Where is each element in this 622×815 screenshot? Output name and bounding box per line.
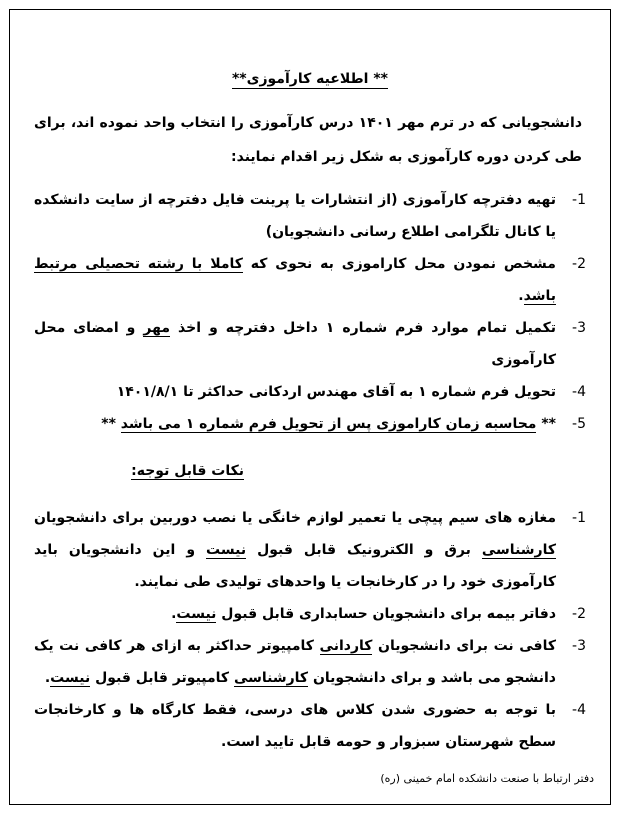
step-text: مشخص نمودن محل کاراموزی به نحوی که <box>242 256 556 272</box>
step-text: . <box>518 288 524 304</box>
note-text: . <box>44 670 51 686</box>
note-text: و این دانشجویان باید کارآموزی خود را در کارخانجات یا واحدهای تولیدی طی نمایند. <box>34 542 556 590</box>
underlined-text: مهر <box>143 320 171 336</box>
note-text: . <box>171 606 177 622</box>
step-number: -5 <box>572 416 586 432</box>
underlined-text: کارشناسی <box>233 670 309 686</box>
note-number: -1 <box>572 510 586 526</box>
step-item <box>34 248 586 312</box>
step-number: -2 <box>572 256 586 272</box>
underlined-text: نیست <box>176 606 217 622</box>
step-number: -3 <box>572 320 586 336</box>
underlined-text: نیست <box>50 670 91 686</box>
step-number: -4 <box>572 384 586 400</box>
step-text: تکمیل تمام موارد فرم شماره ۱ داخل دفترچه و اخذ <box>170 320 556 336</box>
note-item <box>34 630 586 694</box>
page-title: ** اطلاعیه کارآموزی** <box>231 71 388 87</box>
step-item <box>34 408 586 440</box>
note-text: با توجه به حضوری شدن کلاس های درسی، فقط کارگاه ها و کارخانجات سطح شهرستان سبزوار و حومه قابل تایید است. <box>34 702 556 750</box>
underlined-text: کاملا با رشته تحصیلی مرتبط باشد <box>34 256 556 304</box>
intro-paragraph: دانشجویانی که در ترم مهر ۱۴۰۱ درس کارآموزی را انتخاب واحد نموده اند، برای طی کردن دوره کارآموزی به شکل زیر اقدام نمایند: <box>34 115 583 165</box>
underlined-text: نیست <box>206 542 247 558</box>
notes-heading: نکات قابل توجه: <box>131 463 244 479</box>
note-item <box>34 502 586 598</box>
step-text: ** <box>536 416 556 432</box>
note-text: کامپیوتر قابل قبول <box>90 670 234 686</box>
step-item <box>34 376 586 408</box>
step-item <box>34 184 586 248</box>
note-text: کامپیوتر حداکثر به ازای هر کافی نت یک دانشجو می باشد و برای دانشجویان <box>34 638 556 686</box>
underlined-text: کارشناسی <box>481 542 557 558</box>
note-text: کافی نت برای دانشجویان <box>372 638 556 654</box>
step-number: -1 <box>572 192 586 208</box>
step-text: ** <box>101 416 121 432</box>
step-text: تحویل فرم شماره ۱ به آقای مهندس اردکانی حداکثر تا ۱۴۰۱/۸/۱ <box>116 384 556 400</box>
steps-list <box>34 184 586 440</box>
note-number: -3 <box>572 638 586 654</box>
footer-signature: دفتر ارتباط با صنعت دانشکده امام خمینی (ره) <box>380 772 594 785</box>
note-text: برق و الکترونیک قابل قبول <box>246 542 482 558</box>
notes-list <box>34 502 586 758</box>
underlined-text: محاسبه زمان کاراموزی پس از تحویل فرم شماره ۱ می باشد <box>120 416 537 432</box>
note-text: مغازه های سیم پیچی یا تعمیر لوازم خانگی یا نصب دوربین برای دانشجویان <box>34 510 556 526</box>
notice-page <box>9 9 611 805</box>
note-number: -4 <box>572 702 586 718</box>
step-text: و امضای محل کارآموزی <box>34 320 556 368</box>
step-text: تهیه دفترچه کارآموزی (از انتشارات یا پرینت فایل دفترچه از سایت دانشکده یا کانال تلگرامی اطلاع رسانی دانشجویان) <box>34 192 556 240</box>
note-text: دفاتر بیمه برای دانشجویان حسابداری قابل قبول <box>216 606 556 622</box>
step-item <box>34 312 586 376</box>
note-item <box>34 598 586 630</box>
underlined-text: کاردانی <box>319 638 373 654</box>
note-item <box>34 694 586 758</box>
note-number: -2 <box>572 606 586 622</box>
